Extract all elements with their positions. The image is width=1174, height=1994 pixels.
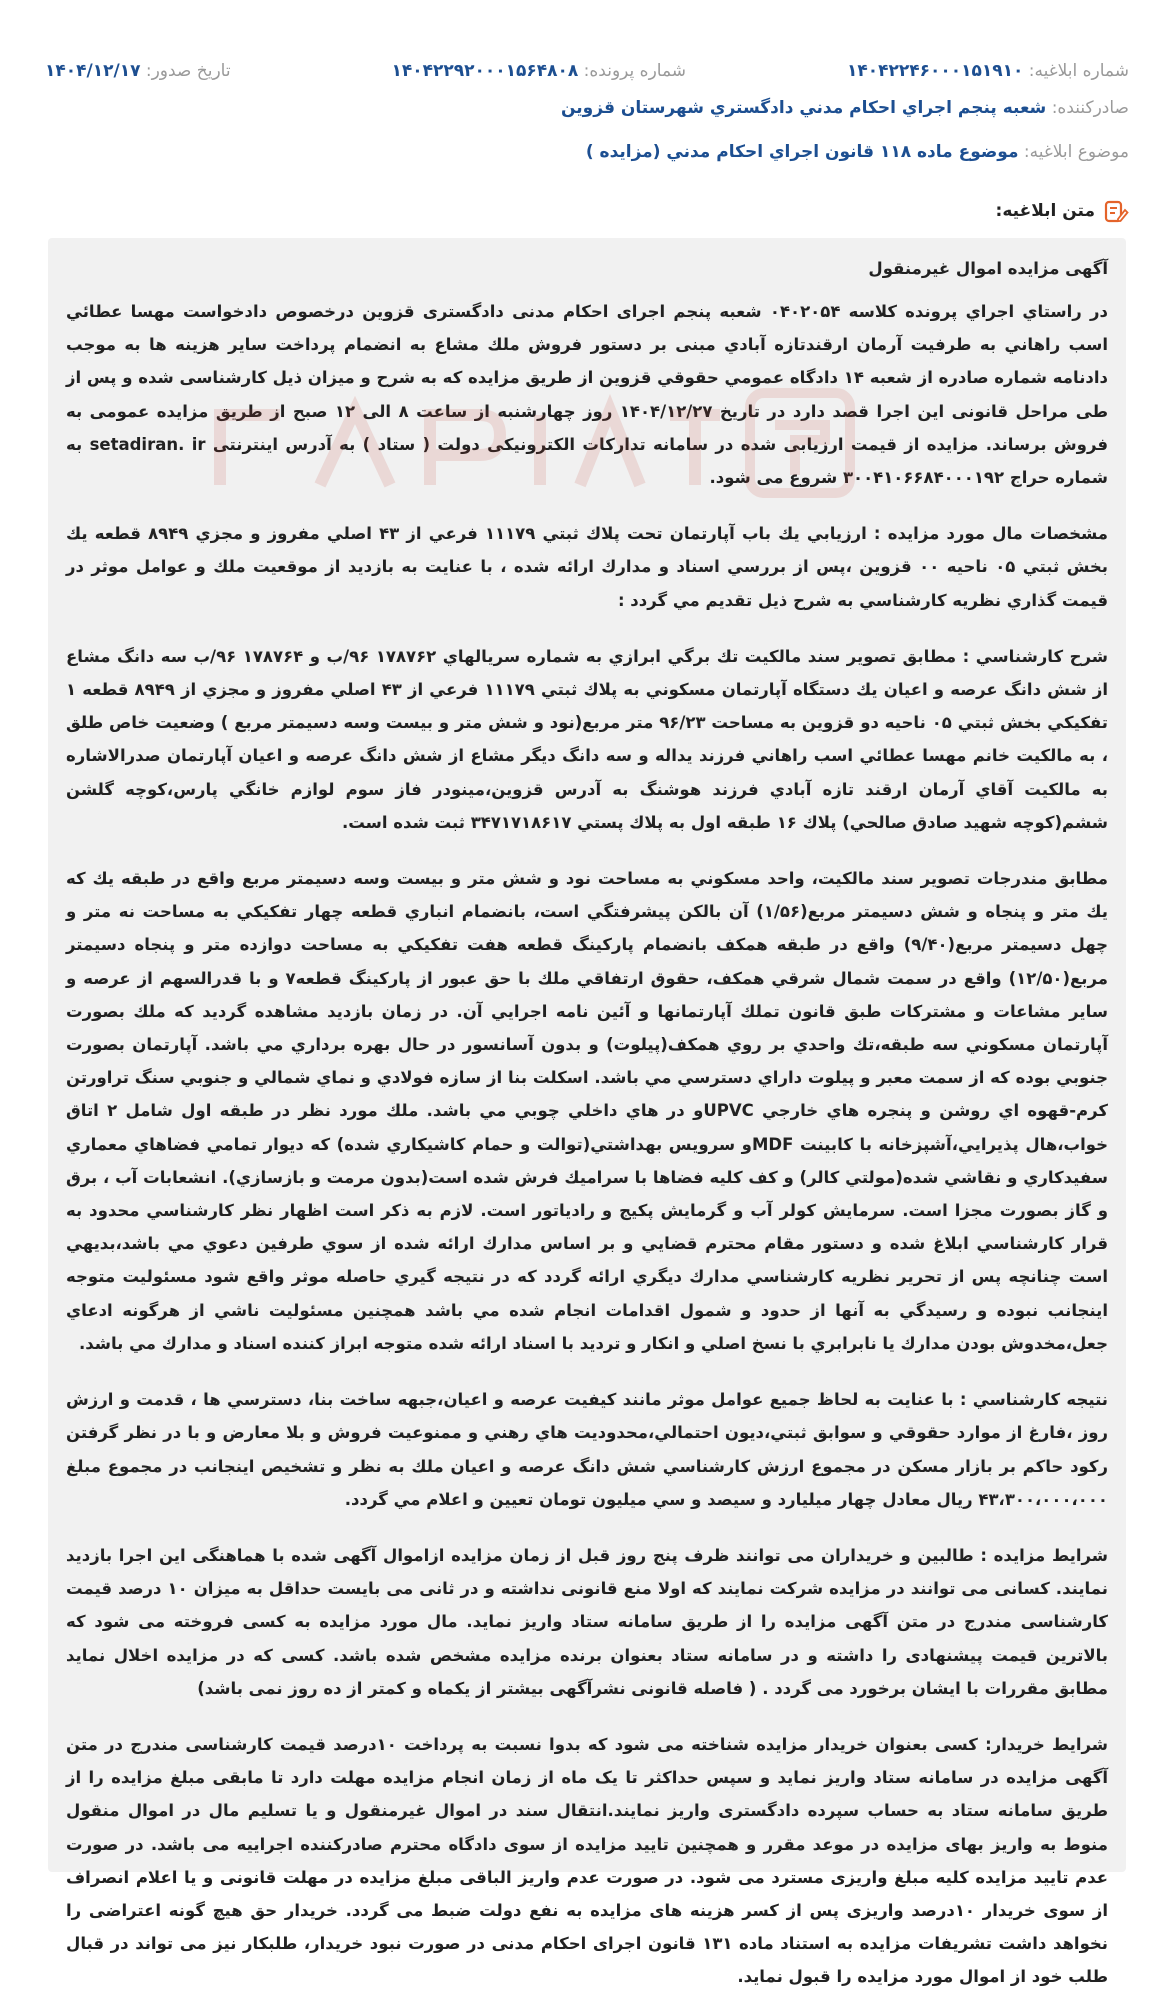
issuer-value: شعبه پنجم اجراي احكام مدني دادگستري شهرستان قزوين bbox=[561, 98, 1047, 118]
paragraph-expert-description: شرح كارشناسي : مطابق تصوير سند مالكيت تك برگي ابرازي به شماره سريالهاي ۱۷۸۷۶۲ ۹۶/ب و ۱۷۸۷۶۴ ۹۶/ب سه دانگ مشاع از شش دانگ عرصه و اعيان يك دستگاه آپارتمان مسكوني به پلاك ثبتي ۱۱۱۷۹ فرعي از ۴۳ اصلي مفروز و مجزي از ۸۹۴۹ قطعه ۱ تفكيكي بخش ثبتي ۰۵ ناحيه دو قزوين به مساحت ۹۶/۲۳ متر مربع(نود و شش متر و بيست وسه دسيمتر مربع ) وضعيت خاص طلق ، به مالكيت خانم مهسا عطائي اسب راهاني فرزند يداله و سه دانگ ديگر مشاع از شش دانگ عرصه و اعيان آپارتمان صدرالاشاره به مالكيت آقاي آرمان ارقند تازه آبادي فرزند هوشنگ به آدرس قزوين،مينودر فاز سوم لوازم خانگي پارس،كوچه گلشن ششم(كوچه شهيد صادق صالحي) پلاك ۱۶ طبقه اول به پلاك پستي ۳۴۷۱۷۱۸۶۱۷ ثبت شده است. bbox=[66, 646, 1109, 832]
subject-line bbox=[586, 142, 1129, 162]
issue-date-label: تاریخ صدور: bbox=[145, 61, 231, 81]
paragraph-auction-terms: شرایط مزایده : طالبین و خریداران می توانند ظرف پنج روز قبل از زمان مزایده ازاموال آگهی شده با هماهنگی این اجرا بازدید نمایند. کسانی می توانند در مزایده شرکت نمایند که اولا منع قانونی نداشته و در ثانی می بایست حداقل به میزان ۱۰ درصد قیمت کارشناسی مندرج در متن آگهی مزایده را از طریق سامانه ستاد واریز نماید. مال مورد مزایده به کسی فروخته می شود که بالاترین قیمت پیشنهادی را داشته و در سامانه ستاد بعنوان برنده مزایده مشخص شده باشد. کسی که در مزایده اخلال نماید مطابق مقررات با ایشان برخورد می گردد . ( فاصله قانونی نشرآگهی بیشتر از یکماه و کمتر از ده روز نمی باشد) bbox=[66, 1545, 1108, 1698]
issuer-label: صادرکننده: bbox=[1051, 98, 1129, 118]
paragraph-deed-details: مطابق مندرجات تصوير سند مالكيت، واحد مسكوني به مساحت نود و شش متر و بيست وسه دسيمتر مربع واقع در طبقه يك كه يك متر و پنجاه و شش دسيمتر مربع(۱/۵۶) آن بالكن پيشرفتگي است، بانضمام انباري قطعه چهار تفكيكي به مساحت نه متر و چهل دسيمتر مربع(۹/۴۰) واقع در طبقه همكف بانضمام پاركينگ قطعه هفت تفكيكي به مساحت دوازده متر و پنجاه دسيمتر مربع(۱۲/۵۰) واقع در سمت شمال شرقي همكف، حقوق ارتفاقي ملك با حق عبور از پاركينگ قطعه۷ و با قدرالسهم از عرصه و ساير مشاعات و مشتركات طبق قانون تملك آپارتمانها و آئين نامه اجرايي آن. در زمان بازديد مشاهده گرديد كه ملك بصورت آپارتمان مسكوني سه طبقه،تك واحدي بر روي همكف(پيلوت) و بدون آسانسور در حال بهره برداري مي باشد. آپارتمان بصورت جنوبي بوده كه از سمت معبر و پيلوت داراي دسترسي مي باشد. اسكلت بنا از سازه فولادي و نماي شمالي و جنوبي سنگ تراورتن كرم-قهوه اي روشن و پنجره هاي خارجي UPVCو در هاي داخلي چوبي مي باشد. ملك مورد نظر در طبقه اول شامل ۲ اتاق خواب،هال پذيرايي،آشپزخانه با كابينت MDFو سرويس بهداشتي(توالت و حمام كاشيكاري شده) كه ديوار تمامي فضاهاي معماري سفيدكاري و نقاشي شده(مولتي كالر) و كف كليه فضاها با سراميك فرش شده است(بدون مرمت و بازسازي). انشعابات آب ، برق و گاز بصورت مجزا است. سرمايش كولر آب و گرمايش پكيج و رادياتور است. لازم به ذكر است اظهار نظر كارشناسي محدود به قرار كارشناسي ابلاغ شده و دستور مقام محترم قضايي و بر اساس مدارك ارائه شده از سوي طرفين دعوي مي باشد،بديهي است چنانچه پس از تحرير نظريه كارشناسي مدارك ديگري ارائه گردد كه در نتيجه گيري حاصله موثر واقع شود مسئوليت متوجه اينجانب نبوده و رسيدگي به آنها از حدود و شمول اقدامات انجام شده مي باشد همچنين مسئوليت ناشي از هرگونه ادعاي جعل،مخدوش بودن مدارك يا نابرابري با نسخ اصلي و انكار و ترديد با اسناد ارائه شده متوجه ابراز كننده اسناد و مدارك مي باشد. bbox=[66, 869, 1109, 1353]
ad-title: آگهی مزایده اموال غیرمنقول bbox=[868, 259, 1108, 278]
issue-date-value: ۱۴۰۴/۱۲/۱۷ bbox=[45, 61, 141, 81]
paragraph-buyer-terms: شرایط خریدار: کسی بعنوان خریدار مزایده شناخته می شود که بدوا نسبت به پرداخت ۱۰درصد قیمت کارشناسی مندرج در متن آگهی مزایده در سامانه ستاد واریز نماید و سپس حداکثر تا یک ماه از زمان انجام مزایده مهلت دارد تا مابقی مبلغ مزایده را از طریق سامانه ستاد به حساب سپرده دادگستری واریز نمایند.انتقال سند در اموال غیرمنقول و یا تسلیم مال در اموال منقول منوط به واریز بهای مزایده در موعد مقرر و همچنین تایید مزایده از سوی دادگاه محترم صادرکننده اجراییه می باشد. در صورت عدم تایید مزایده کلیه مبلغ واریزی مسترد می شود. در صورت عدم واریز الباقی مبلغ مزایده در مهلت قانونی و یا اعلام انصراف از سوی خریدار ۱۰درصد واریزی پس از کسر هزینه های مزایده به نفع دولت ضبط می گردد. خریدار حق هیچ گونه اعتراضی را نخواهد داشت تشریفات مزایده به استناد ماده ۱۳۱ قانون اجرای احکام مدنی در صورت نبود خریدار، طلبکار نیز می تواند در قبال طلب خود از اموال مورد مزایده را قبول نماید. bbox=[66, 1734, 1108, 1987]
section-title-text: متن ابلاغیه: bbox=[995, 201, 1095, 221]
section-title bbox=[996, 198, 1129, 224]
notice-number-value: ۱۴۰۴۲۲۴۶۰۰۰۱۵۱۹۱۰ bbox=[846, 61, 1024, 81]
notice-number bbox=[847, 61, 1129, 81]
case-number bbox=[391, 61, 686, 81]
notice-body-card bbox=[48, 238, 1126, 1987]
subject-value: موضوع ماده ۱۱۸ قانون اجراي احكام مدني (مزايده ) bbox=[585, 142, 1019, 162]
subject-label: موضوع ابلاغیه: bbox=[1023, 142, 1129, 162]
case-number-label: شماره پرونده: bbox=[583, 61, 687, 81]
issuer-line bbox=[561, 98, 1129, 118]
header-meta-row bbox=[45, 56, 1129, 86]
paragraph-property-spec: مشخصات مال مورد مزایده : ارزيابي يك باب آپارتمان تحت پلاك ثبتي ۱۱۱۷۹ فرعي از ۴۳ اصلي مفروز و مجزي ۸۹۴۹ قطعه يك بخش ثبتي ۰۵ ناحيه ۰۰ قزوين ،پس از بررسي اسناد و مدارك ارائه شده ، با عنايت به بازديد از موقعيت ملك و عوامل موثر در قيمت گذاري نظريه كارشناسي به شرح ذيل تقديم مي گردد : bbox=[66, 524, 1108, 610]
issue-date bbox=[45, 61, 231, 81]
paragraph-expert-result: نتيجه كارشناسي : با عنايت به لحاظ جميع عوامل موثر مانند كيفيت عرصه و اعيان،جبهه ساخت بنا، دسترسي ها ، قدمت و ارزش روز ،فارغ از موارد حقوقي و سوابق ثبتي،ديون احتمالي،محدوديت هاي رهني و ممنوعيت فروش و بلا معارض و با در نظر گرفتن ركود حاكم بر بازار مسكن در مجموع ارزش كارشناسي شش دانگ عرصه و اعيان ملك به نظر و تشخيص اينجانب در مجموع مبلغ ۴۳،۳۰۰،۰۰۰،۰۰۰ ريال معادل چهار ميليارد و سيصد و سي ميليون تومان تعيين و اعلام مي گردد. bbox=[66, 1390, 1108, 1509]
paragraph-intro: در راستاي اجراي پرونده كلاسه ۰۴۰۲۰۵۴ شعبه پنجم اجرای احکام مدنی دادگستری قزوین درخصوص دادخواست مهسا عطائي اسب راهاني به طرفيت آرمان ارقندتازه آبادي مبنی بر دستور فروش ملك مشاع به انضمام پرداخت ساير هزينه ها به موجب دادنامه شماره صادره از شعبه ۱۴ دادگاه عمومي حقوقي قزوين از طریق مزایده که به شرح و میزان ذیل کارشناسی شده و پس از طی مراحل قانونی این اجرا قصد دارد در تاریخ ۱۴۰۴/۱۲/۲۷ روز چهارشنبه از ساعت ۸ الی ۱۲ صبح از طريق مزايده عمومی به فروش برساند. مزایده از قیمت ارزیابی شده در سامانه تدارکات الکترونیکی دولت ( ستاد ) به آدرس اینترنتی setadiran. ir به شماره حراج ۳۰۰۴۱۰۶۶۸۴۰۰۰۱۹۲ شروع می شود. bbox=[66, 302, 1109, 488]
case-number-value: ۱۴۰۴۲۲۹۲۰۰۰۱۵۶۴۸۰۸ bbox=[391, 61, 579, 81]
document-edit-icon bbox=[1103, 198, 1129, 224]
notice-number-label: شماره ابلاغیه: bbox=[1028, 61, 1129, 81]
